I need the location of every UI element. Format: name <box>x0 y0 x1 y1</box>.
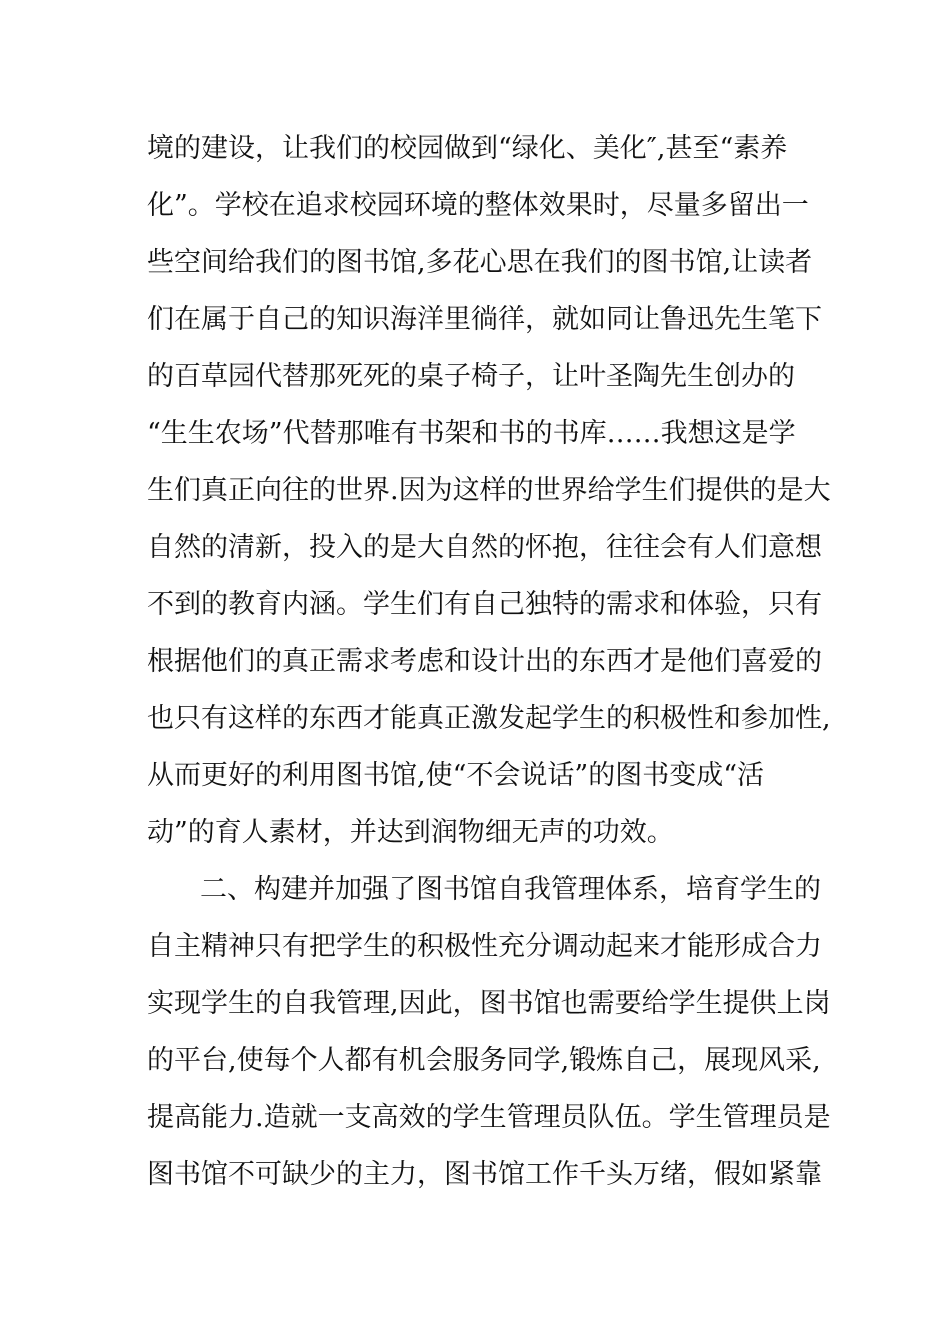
text-line-10: 根据他们的真正需求考虑和设计出的东西才是他们喜爱的 <box>147 646 822 677</box>
text-line-6: “生生农场”代替那唯有书架和书的书库……我想这是学 <box>147 418 796 449</box>
text-line-4: 们在属于自己的知识海洋里徜徉，就如同让鲁迅先生笔下 <box>147 304 822 335</box>
text-line-7: 生们真正向往的世界.因为这样的世界给学生们提供的是大 <box>147 475 831 506</box>
text-line-19: 图书馆不可缺少的主力，图书馆工作千头万绪，假如紧靠 <box>147 1159 822 1190</box>
text-line-8: 自然的清新，投入的是大自然的怀抱，往往会有人们意想 <box>147 532 822 563</box>
text-line-15: 自主精神只有把学生的积极性充分调动起来才能形成合力 <box>147 931 822 962</box>
text-line-13: 动”的育人素材，并达到润物细无声的功效。 <box>147 817 674 848</box>
text-line-18: 提高能力.造就一支高效的学生管理员队伍。学生管理员是 <box>147 1102 831 1133</box>
text-line-16: 实现学生的自我管理,因此，图书馆也需要给学生提供上岗 <box>147 988 831 1019</box>
text-line-12: 从而更好的利用图书馆,使“不会说话”的图书变成“活 <box>147 760 764 791</box>
text-line-5: 的百草园代替那死死的桌子椅子，让叶圣陶先生创办的 <box>147 361 795 392</box>
paragraph-start-line: 二、构建并加强了图书馆自我管理体系，培育学生的 <box>200 874 821 905</box>
text-line-3: 些空间给我们的图书馆,多花心思在我们的图书馆,让读者 <box>147 247 813 278</box>
text-line-11: 也只有这样的东西才能真正激发起学生的积极性和参加性, <box>147 703 831 734</box>
text-line-9: 不到的教育内涵。学生们有自己独特的需求和体验，只有 <box>147 589 822 620</box>
text-line-1: 境的建设，让我们的校园做到“绿化、美化″,甚至“素养 <box>147 133 788 164</box>
text-line-2: 化”。学校在追求校园环境的整体效果时，尽量多留出一 <box>147 190 809 221</box>
text-line-17: 的平台,使每个人都有机会服务同学,锻炼自己，展现风采, <box>147 1045 821 1076</box>
